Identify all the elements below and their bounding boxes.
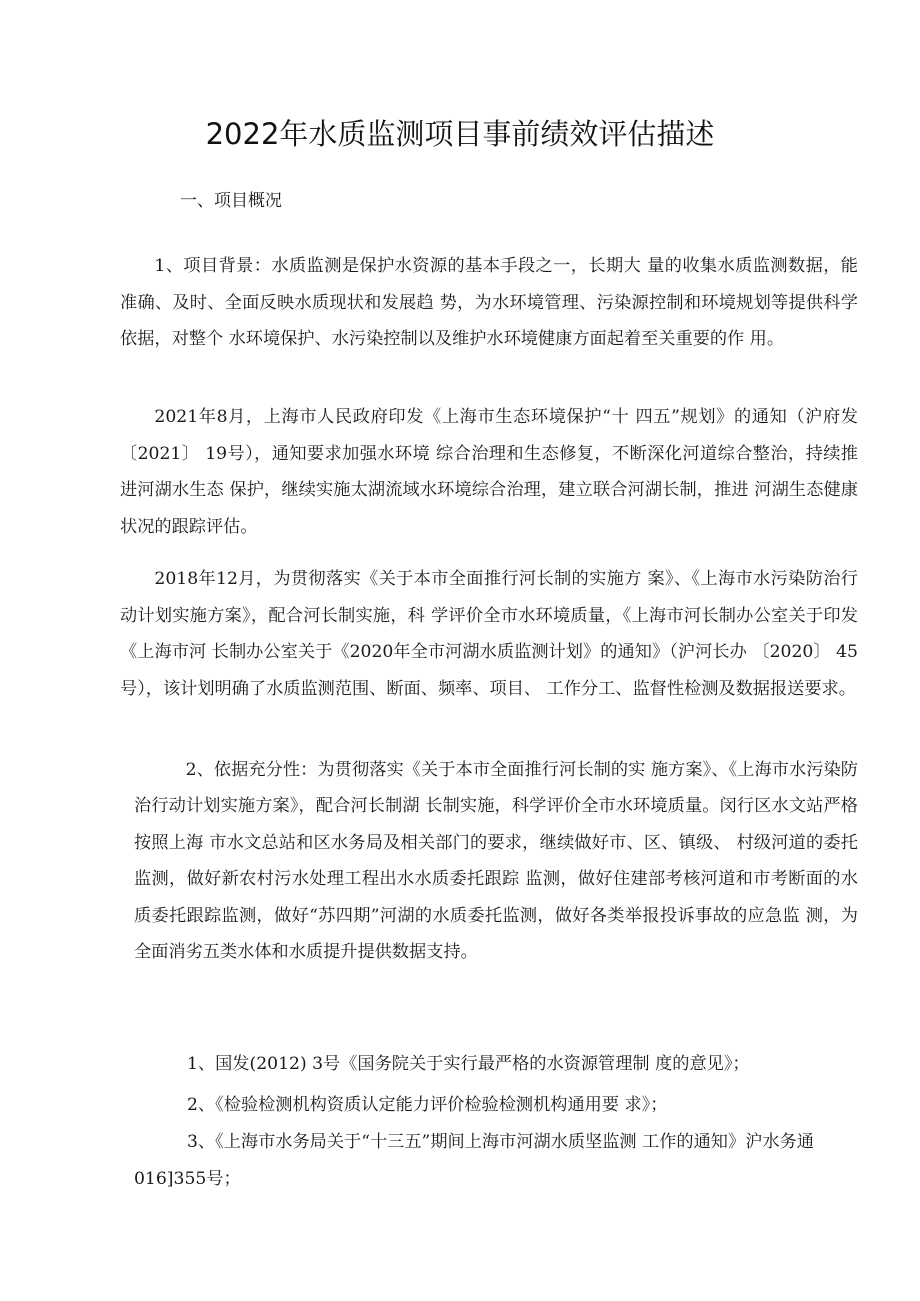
- reference-item: 1、国发(2012) 3号《国务院关于实行最严格的水资源管理制 度的意见》；: [187, 1054, 750, 1074]
- reference-item: 2、《检验检测机构资质认定能力评价检验检测机构通用要 求》；: [187, 1095, 668, 1115]
- section-heading: 一、项目概况: [180, 191, 282, 211]
- paragraph-basis: 2、依据充分性：为贯彻落实《关于本市全面推行河长制的实 施方案》、《上海市水污染防治行动计划实施方案》，配合河长制湖 长制实施，科学评价全市水环境质量。闵行区水文站严格按照上海 市水文总站和区水务局及相关部门的要求，继续做好市、区、镇级、 村级河道的委托监测，做好新农村污水处理工程出水水质委托跟踪 监测，做好住建部考核河道和市考断面的水质委托跟踪监测，做好“苏四期”河湖的水质委托监测，做好各类举报投诉事故的应急监 测，为全面消劣五类水体和水质提升提供数据支持。: [134, 760, 858, 963]
- paragraph-2021-plan: 2021年8月，上海市人民政府印发《上海市生态环境保护“十 四五”规划》的通知（沪府发〔2021〕 19号），通知要求加强水环境 综合治理和生态修复，不断深化河道综合整治，持续推进河湖水生态 保护，继续实施太湖流域水环境综合治理，建立联合河湖长制，推进 河湖生态健康状况的跟踪评估。: [120, 407, 858, 537]
- paragraph-background: 1、项目背景：水质监测是保护水资源的基本手段之一，长期大 量的收集水质监测数据，能准确、及时、全面反映水质现状和发展趋 势，为水环境管理、污染源控制和环境规划等提供科学依据，对整个 水环境保护、水污染控制以及维护水环境健康方面起着至关重要的作 用。: [120, 256, 858, 350]
- paragraph-2018-plan: 2018年12月，为贯彻落实《关于本市全面推行河长制的实施方 案》、《上海市水污染防治行动计划实施方案》，配合河长制实施，科 学评价全市水环境质量，《上海市河长制办公室关于印发《上海市河 长制办公室关于《2020年全市河湖水质监测计划》的通知》（沪河长办 〔2020〕 45号），该计划明确了水质监测范围、断面、频率、项目、 工作分工、监督性检测及数据报送要求。: [120, 569, 858, 699]
- reference-item: 3、《上海市水务局关于“十三五”期间上海市河湖水质坚监测 工作的通知》沪水务通016]355号；: [134, 1132, 814, 1189]
- document-title: 2022年水质监测项目事前绩效评估描述: [205, 117, 715, 151]
